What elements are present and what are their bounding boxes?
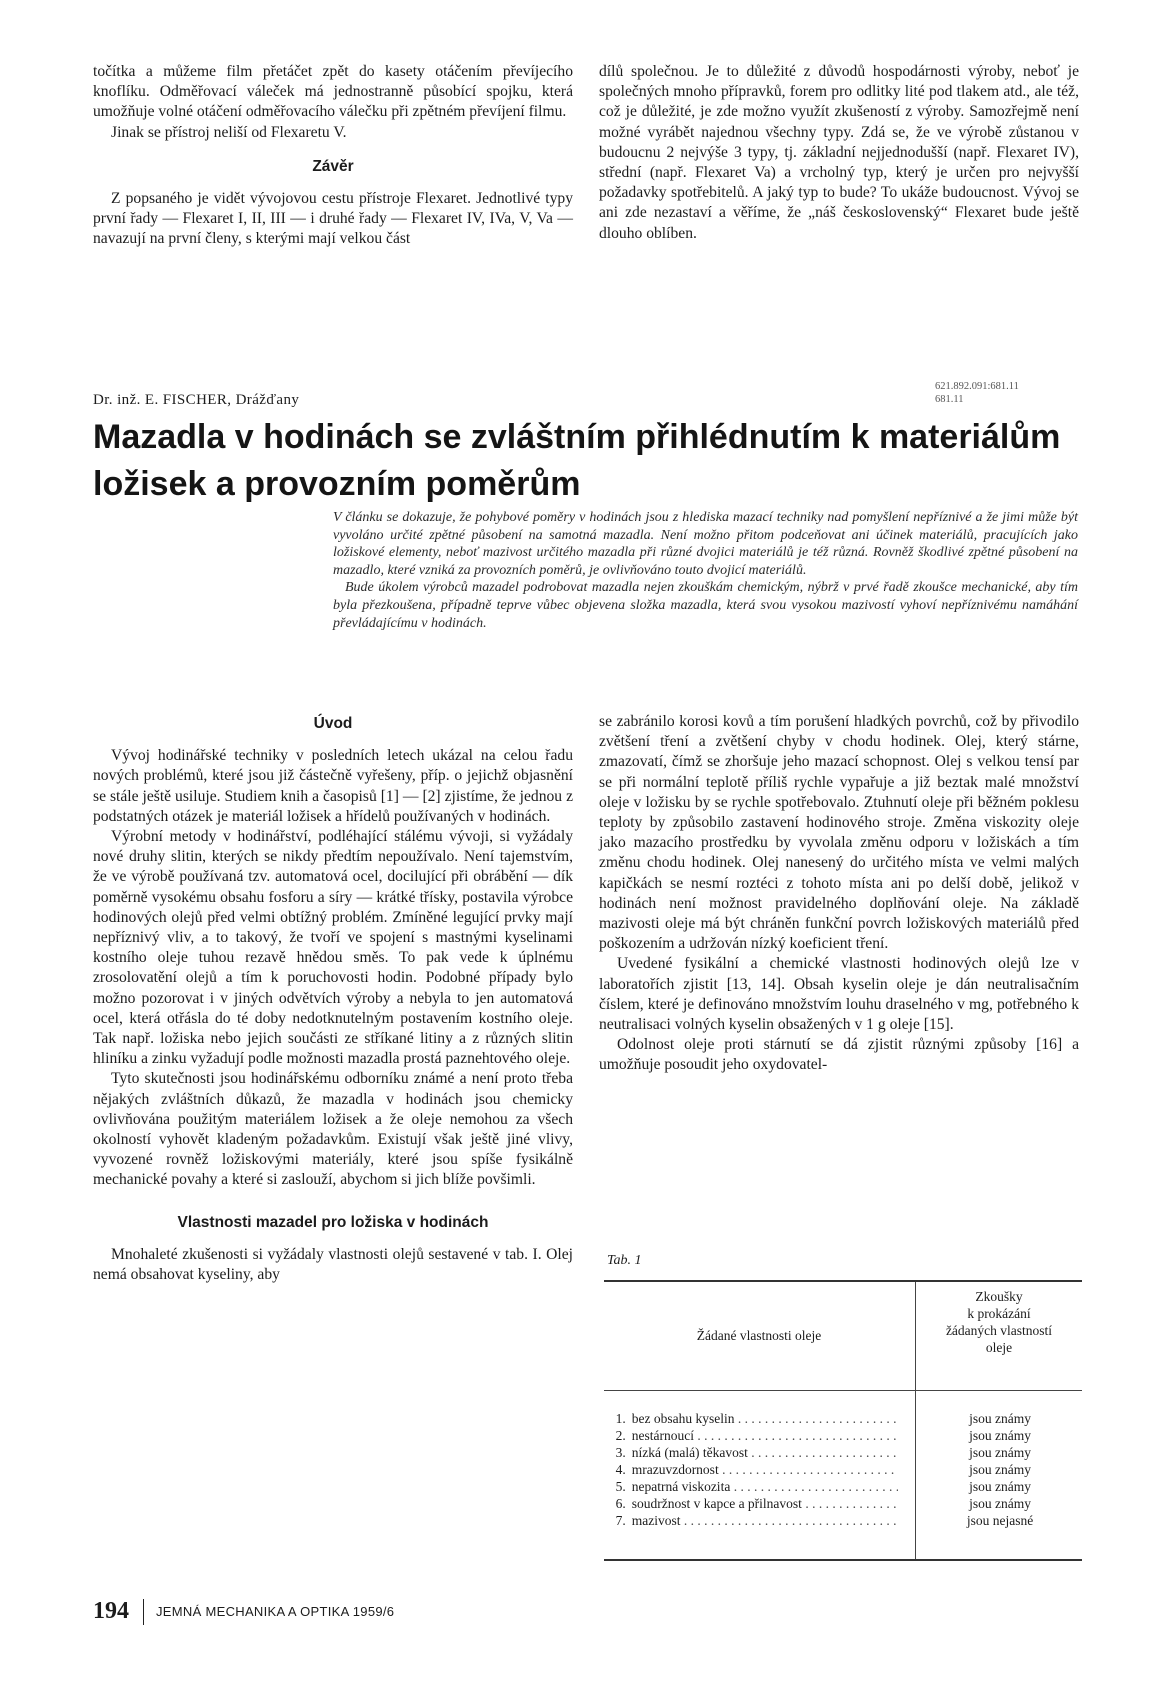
table-label: Tab. 1 — [607, 1253, 642, 1268]
paragraph: Mnohaleté zkušenosti si vyžádaly vlastnosti olejů sestavené v tab. I. Olej nemá obsahovat kyseliny, aby — [93, 1245, 573, 1284]
body-right-column — [599, 712, 1079, 1076]
section-heading-conclusion: Závěr — [312, 157, 354, 175]
table-row — [604, 1410, 1082, 1427]
table-header-properties: Žádané vlastnosti oleje — [696, 1328, 822, 1343]
page-number: 194 — [93, 1598, 129, 1624]
row-number: 4. — [615, 1462, 626, 1477]
journal-name: JEMNÁ MECHANIKA A OPTIKA 1959/6 — [156, 1604, 395, 1619]
table-header-tests — [916, 1288, 1082, 1356]
article-abstract — [333, 509, 1078, 632]
header-line: žádaných vlastností — [945, 1323, 1053, 1338]
paragraph: Výrobní metody v hodinářství, podléhající stálému vývoji, si vyžádaly nové druhy slitin, kterých se nikdy předtím nepoužívalo. Není tajemstvím, že ve výrobě používaná tzv. automatová ocel, docilující při obrábění — dík poměrně vysokému obsahu fosforu a síry — krátké třísky, postavila výrobce hodinových olejů před velmi obtížný problém. Zmíněné legující prvky mají nepříznivý vliv, a to takový, že tvoří ve spojení s mastnými kyselinami kostního oleje tuhou rezavě hnědou směs. To pak vede k úplnému zrosolovatění olejů a tím k poruchovosti hodin. Podobné případy bylo možno pozorovat i v jiných odvětvích výroby a nebyla to jen automatová ocel, která otřásla do té doby nedotknutelným postavením kostního oleje. Tak např. ložiska nebo jejich součásti ze stříkané litiny a z různých slitin hliníku a zinku vyžadují podle možnosti mazadla prostá paznehtového oleje. — [93, 828, 573, 1068]
row-property: mrazuvzdornost . . . — [632, 1461, 898, 1478]
section-heading-properties: Vlastnosti mazadel pro ložiska v hodinách — [177, 1213, 489, 1231]
row-result: jsou známy — [969, 1411, 1032, 1426]
paragraph: Jinak se přístroj neliší od Flexaretu V. — [111, 123, 347, 141]
article-author: Dr. inž. E. FISCHER, Drážďany — [93, 392, 300, 408]
row-result: jsou známy — [969, 1428, 1032, 1443]
paragraph: dílů společnou. Je to důležité z důvodů hospodárnosti výroby, neboť je společných mnoho přípravků, forem pro odlitky lité pod tlakem atd., ale též, což je důležité, je zde možno využít zkušeností z výroby. Samozřejmě není možné vyrábět najednou všechny typy. Zdá se, že ve výrobě zůstanou v budoucnu 2 nejvýše 3 typy, tj. základní nejjednodušší (např. Flexaret IV), střední (např. Flexaret Va) a vrcholný typ, který je určen pro nejvyšší požadavky spotřebitelů. A jaký typ to bude? To ukáže budoucnost. Vývoj se ani zde nezastaví a věříme, že „náš československý“ Flexaret bude ještě dlouho oblíben. — [599, 63, 1079, 242]
table-row — [604, 1444, 1082, 1461]
table-row — [604, 1495, 1082, 1512]
row-number: 2. — [615, 1428, 626, 1443]
page-footer — [93, 1598, 394, 1625]
header-line: Zkoušky — [975, 1289, 1023, 1304]
row-property: nepatrná viskozita . . . — [632, 1478, 898, 1495]
row-number: 6. — [615, 1496, 626, 1511]
udc-classification — [935, 380, 1019, 406]
row-number: 5. — [615, 1479, 626, 1494]
table-row — [604, 1512, 1082, 1529]
abstract-paragraph: Bude úkolem výrobců mazadel podrobovat mazadla nejen zkouškám chemickým, nýbrž v prvé řadě zkoušce mechanické, aby tím byla přezkoušena, případně teprve vůbec objevena složka mazadla, která svou vysokou mazivostí vyhoví nepříznivému namáhání převládajícímu v hodinách. — [333, 580, 1078, 631]
table-row — [604, 1461, 1082, 1478]
row-property: nízká (malá) těkavost . . . — [632, 1444, 898, 1461]
top-left-column — [93, 62, 573, 250]
article-title: Mazadla v hodinách se zvláštním přihlédnutím k materiálům ložisek a provozním poměrům — [93, 418, 1061, 503]
paragraph: Odolnost oleje proti stárnutí se dá zjistit různými způsoby [16] a umožňuje posoudit jeho oxydovatel- — [599, 1036, 1079, 1074]
header-line: k prokázání — [967, 1306, 1031, 1321]
table-divider — [604, 1390, 1082, 1391]
table-body — [604, 1410, 1082, 1529]
paragraph: točítka a můžeme film přetáčet zpět do kasety otáčením převíjecího knoflíku. Odměřovací váleček má jednostranně působící spojku, která umožňuje volné otáčení odměřovacího válečku při zpětném převíjení filmu. — [93, 63, 573, 121]
header-line: oleje — [985, 1340, 1013, 1355]
row-result: jsou známy — [969, 1479, 1032, 1494]
row-result: jsou známy — [969, 1462, 1032, 1477]
paragraph: se zabránilo korosi kovů a tím porušení hladkých povrchů, což by přivodilo zvětšení tření a zvětšení chyby v chodu hodinek. Olej, který stárne, zmazovatí, čímž se zhoršuje jeho mazací schopnost. Olej s velkou tensí par se při normální teplotě příliš rychle vypařuje a již beztak malé množství oleje v ložisku by se rychle spotřebovalo. Ztuhnutí oleje při běžném poklesu teploty by způsobilo zastavení hodinového stroje. Změna viskozity oleje jako mazacího prostředku by vyvolala změnu odporu v ložiskách a tím změnu chodu hodinek. Olej nanesený do určitého místa ve velmi malých kapičkách se nesmí roztéci z tohoto místa ani po delší době, jelikož v hodinách není možnost pravidelného doplňování oleje. Na základě mazivosti oleje má být chráněn funkční povrch ložiskových materiálů před poškozením a udržován nízký koeficient tření. — [599, 713, 1079, 953]
abstract-paragraph: V článku se dokazuje, že pohybové poměry v hodinách jsou z hlediska mazací techniky nad pomyšlení nepříznivé a že jimi může být vyvoláno určité zpětné působení na samotná mazadla. Není možno přitom podceňovat ani účinek materiálů, pracujících jako ložiskové elementy, neboť mazivost určitého mazadla při různé dvojici materiálů je též různá. Rovněž škodlivé zpětné působení na mazadlo, které vzniká za provozních poměrů, je ovlivňováno touto dvojicí materiálů. — [333, 510, 1078, 578]
paragraph: Uvedené fysikální a chemické vlastnosti hodinových olejů lze v laboratořích zjistit [13, 14]. Obsah kyselin oleje je dán neutralisačním číslem, které je definováno množstvím louhu draselného v mg, potřebného k neutralisaci volných kyselin obsažených v 1 g oleje [15]. — [599, 955, 1079, 1034]
row-property: soudržnost v kapce a přilnavost . . . — [632, 1495, 898, 1512]
row-number: 3. — [615, 1445, 626, 1460]
udc-line: 621.892.091:681.11 — [935, 381, 1019, 392]
table-oil-properties — [604, 1280, 1082, 1561]
udc-line: 681.11 — [935, 394, 964, 405]
top-right-column — [599, 62, 1079, 244]
row-result: jsou známy — [969, 1445, 1032, 1460]
table-row — [604, 1478, 1082, 1495]
paragraph: Z popsaného je vidět vývojovou cestu přístroje Flexaret. Jednotlivé typy první řady — Flexaret I, II, III — i druhé řady — Flexaret IV, IVa, V, Va — navazují na první členy, s kterými mají velkou část — [93, 190, 573, 248]
row-property: nestárnoucí . . . — [632, 1427, 898, 1444]
row-number: 1. — [615, 1411, 626, 1426]
table-row — [604, 1427, 1082, 1444]
paragraph: Vývoj hodinářské techniky v posledních letech ukázal na celou řadu nových problémů, které jsou již částečně vyřešeny, příp. o jejichž objasnění se stále ještě usiluje. Studiem knih a časopisů [1] — [2] zjistíme, že jednou z podstatných otázek je materiál ložisek a hřídelů používaných v hodinách. — [93, 747, 573, 825]
footer-divider — [143, 1599, 144, 1625]
row-result: jsou známy — [969, 1496, 1032, 1511]
row-number: 7. — [615, 1513, 626, 1528]
paragraph: Tyto skutečnosti jsou hodinářskému odborníku známé a není proto třeba nějakých zvláštních důkazů, že mazadla v hodinách jsou chemicky ovlivňována použitým materiálem ložisek a že oleje nemohou za všech okolností vyhovět kladeným požadavkům. Existují však ještě jiné vlivy, vyvozené rovněž ložiskovými materiály, které jsou spíše fysikálně mechanické povahy a které si zaslouží, abychom si jich blíže povšimli. — [93, 1070, 573, 1189]
row-result: jsou nejasné — [966, 1513, 1034, 1528]
section-heading-intro: Úvod — [313, 715, 353, 732]
row-property: bez obsahu kyselin . . . — [632, 1410, 898, 1427]
body-left-column — [93, 712, 573, 1285]
row-property: mazivost . . . — [632, 1512, 898, 1529]
